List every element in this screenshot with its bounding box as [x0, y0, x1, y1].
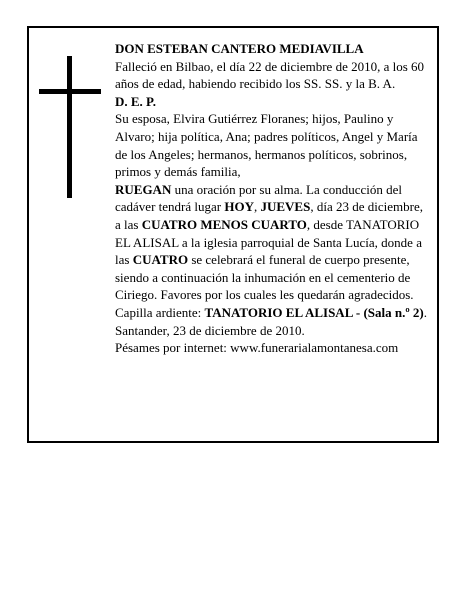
jueves-word: JUEVES: [260, 199, 311, 215]
notice-text: [115, 40, 427, 357]
chapel-line: [115, 304, 427, 322]
deceased-name: DON ESTEBAN CANTERO MEDIAVILLA: [115, 41, 364, 56]
request-text-1: una oración por su alma. La conducción del cadáver tendrá lugar: [115, 181, 403, 215]
cross-vertical-bar: [67, 56, 72, 198]
funeral-time: CUATRO: [132, 252, 189, 268]
request-text-2: , día 23 de diciembre, a las: [115, 199, 423, 232]
request-separator: ,: [253, 199, 261, 215]
place-date: Santander, 23 de diciembre de 2010.: [115, 322, 305, 338]
chapel-label: Capilla ardiente:: [115, 304, 205, 320]
family-list: Su esposa, Elvira Gutiérrez Floranes; hijos, Paulino y Alvaro; hija política, Ana; padres políticos, Angel y María de los Angeles; hermanos, hermanos políticos, sobrinos, primos y demás familia,: [115, 111, 418, 180]
departure-time: CUATRO MENOS CUARTO: [141, 216, 307, 232]
dep-abbreviation: D. E. P.: [115, 93, 157, 109]
chapel-end: .: [423, 304, 427, 320]
death-statement: Falleció en Bilbao, el día 22 de diciembre de 2010, a los 60 años de edad, habiendo recibido los SS. SS. y la B. A.: [115, 58, 425, 92]
condolences-line: Pésames por internet: www.funerarialamontanesa.com: [115, 340, 399, 356]
request-text-4: se celebrará el funeral de cuerpo presente, siendo a continuación la inhumación en el cementerio de Ciriego. Favores por los cuales les quedarán agradecidos.: [115, 252, 414, 303]
hoy-word: HOY: [224, 199, 254, 215]
obituary-notice: [27, 26, 439, 443]
chapel-place: TANATORIO EL ALISAL - (Sala n.º 2): [204, 304, 424, 320]
funeral-request: [115, 181, 427, 304]
request-text-3: , desde TANATORIO EL ALISAL a la iglesia parroquial de Santa Lucía, donde a las: [115, 216, 422, 268]
ruegan-word: RUEGAN: [115, 181, 172, 197]
cross-horizontal-bar: [39, 89, 101, 94]
cross-icon: [39, 56, 101, 198]
